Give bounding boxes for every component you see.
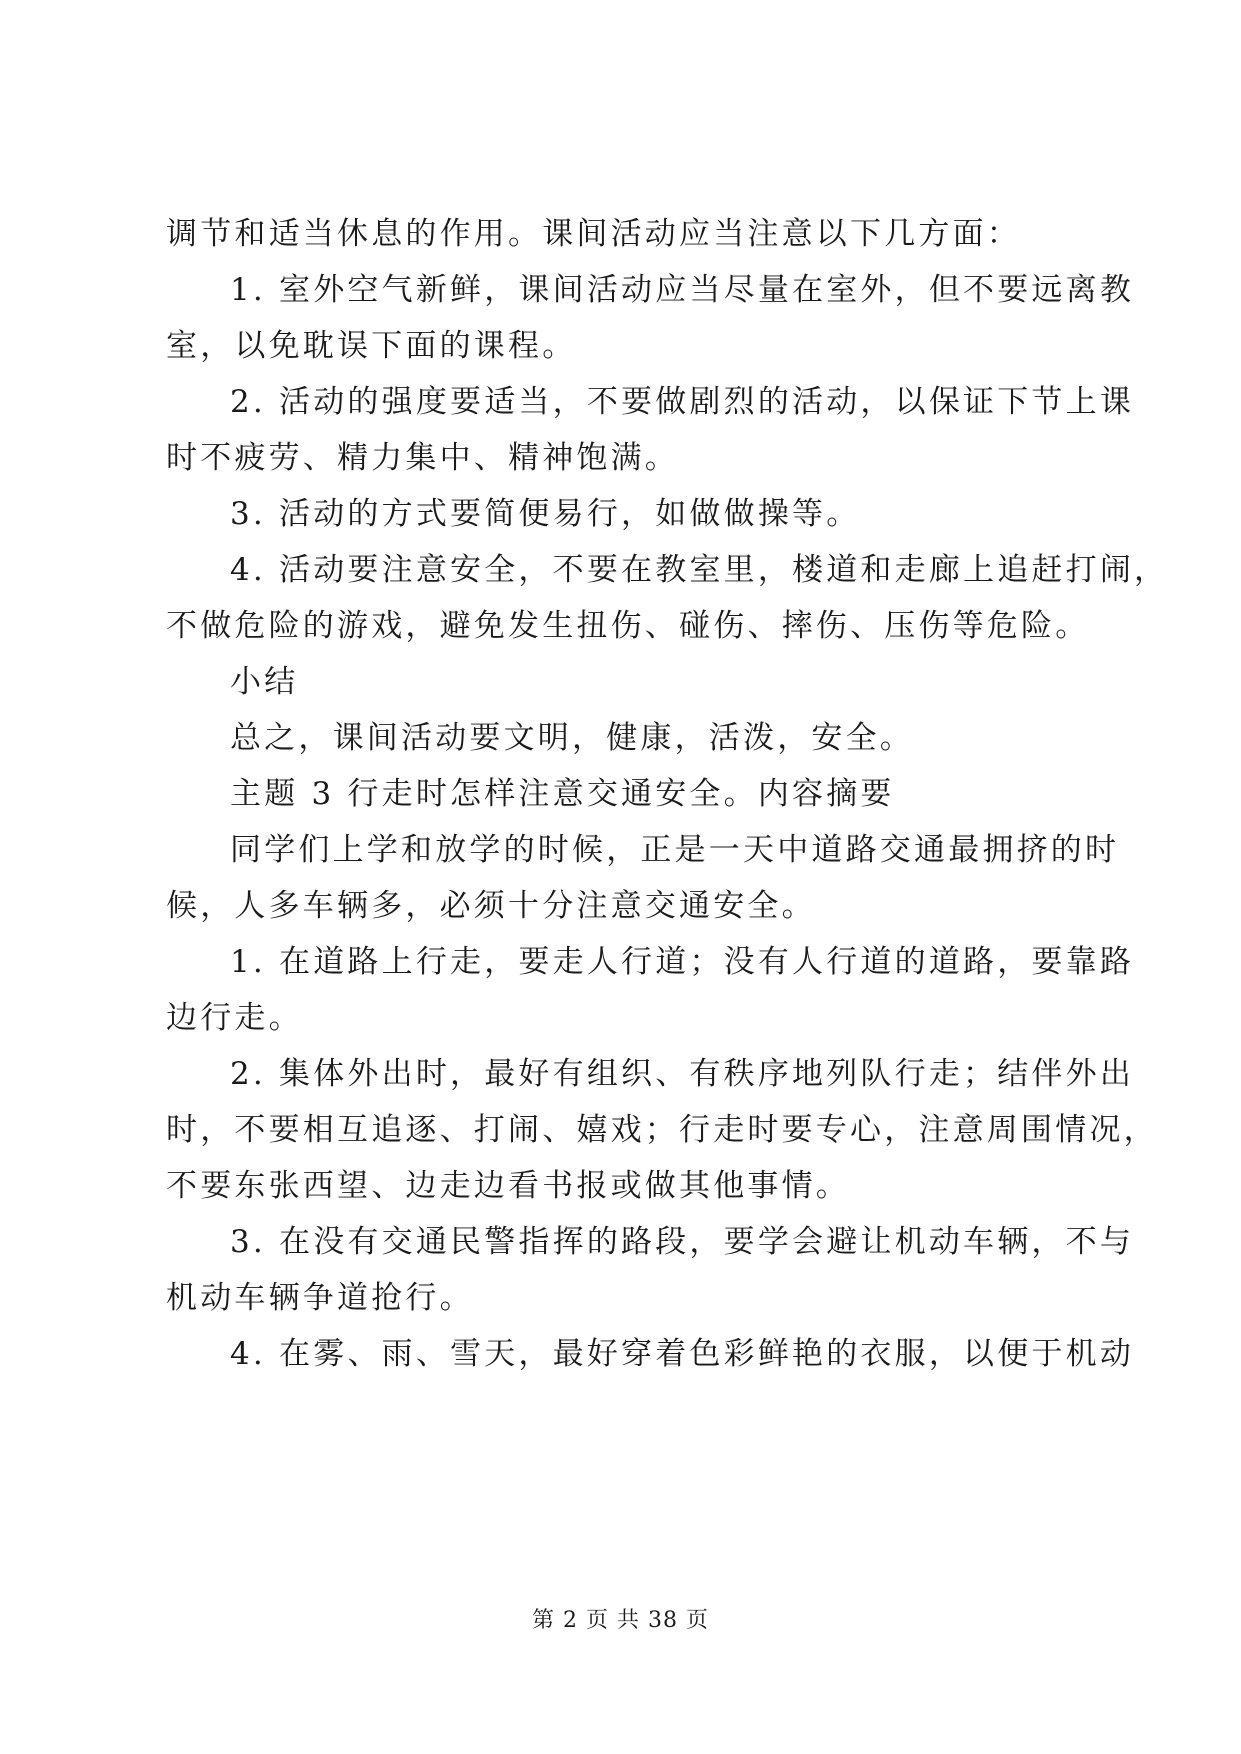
body-line: 同学们上学和放学的时候，正是一天中道路交通最拥挤的时 bbox=[230, 832, 1120, 868]
body-line: 时，不要相互追逐、打闹、嬉戏；行走时要专心，注意周围情况， bbox=[166, 1112, 1158, 1148]
body-line: 3. 活动的方式要简便易行，如做做操等。 bbox=[230, 496, 861, 532]
section-heading: 小结 bbox=[230, 664, 299, 700]
body-line: 2. 集体外出时，最好有组织、有秩序地列队行走；结伴外出 bbox=[230, 1056, 1135, 1092]
body-line: 不要东张西望、边走边看书报或做其他事情。 bbox=[166, 1168, 850, 1204]
section-heading: 主题 3 行走时怎样注意交通安全。内容摘要 bbox=[230, 776, 895, 812]
body-line: 1. 在道路上行走，要走人行道；没有人行道的道路，要靠路 bbox=[230, 944, 1135, 980]
body-line: 机动车辆争道抢行。 bbox=[166, 1280, 474, 1316]
body-line: 4. 活动要注意安全，不要在教室里，楼道和走廊上追赶打闹， bbox=[230, 552, 1169, 588]
body-line: 1. 室外空气新鲜，课间活动应当尽量在室外，但不要远离教 bbox=[230, 272, 1135, 308]
body-line: 时不疲劳、精力集中、精神饱满。 bbox=[166, 440, 679, 476]
body-line: 边行走。 bbox=[166, 1000, 303, 1036]
body-line: 调节和适当休息的作用。课间活动应当注意以下几方面： bbox=[166, 216, 1021, 252]
body-line: 3. 在没有交通民警指挥的路段，要学会避让机动车辆，不与 bbox=[230, 1224, 1135, 1260]
body-line: 不做危险的游戏，避免发生扭伤、碰伤、摔伤、压伤等危险。 bbox=[166, 608, 1090, 644]
body-line: 候，人多车辆多，必须十分注意交通安全。 bbox=[166, 888, 816, 924]
body-line: 室，以免耽误下面的课程。 bbox=[166, 328, 577, 364]
page-number-footer: 第 2 页 共 38 页 bbox=[532, 1608, 709, 1633]
body-line: 总之，课间活动要文明，健康，活泼，安全。 bbox=[230, 720, 914, 756]
body-line: 4. 在雾、雨、雪天，最好穿着色彩鲜艳的衣服，以便于机动 bbox=[230, 1336, 1135, 1372]
body-line: 2. 活动的强度要适当，不要做剧烈的活动，以保证下节上课 bbox=[230, 384, 1135, 420]
